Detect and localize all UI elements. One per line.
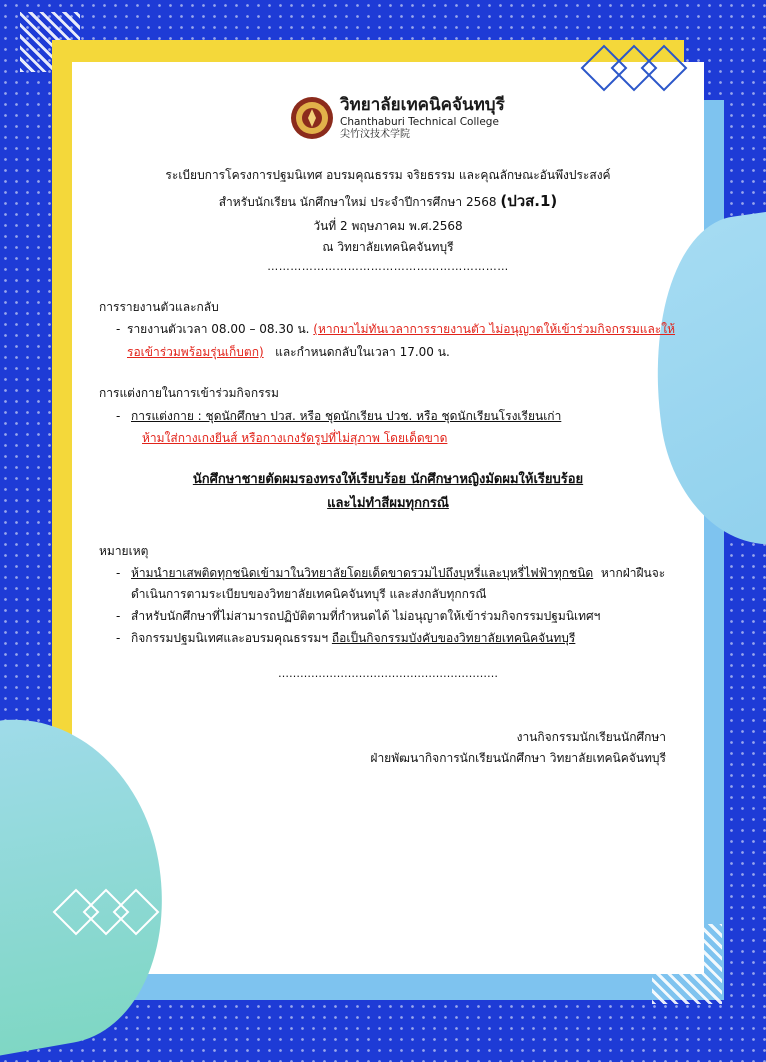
college-name-thai: วิทยาลัยเทคนิคจันทบุรี: [340, 95, 505, 115]
note-3-text: กิจกรรมปฐมนิเทศและอบรมคุณธรรมฯ: [131, 631, 332, 645]
stripe-decoration-bottom: [652, 924, 722, 1004]
divider-line: ………………………………………………………: [267, 260, 509, 273]
dress-dash: -: [116, 409, 121, 423]
hair-rule: นักศึกษาชายตัดผมรองทรงให้เรียบร้อย นักศึกษาหญิงมัดผมให้เรียบร้อย: [192, 472, 584, 487]
signature-department: งานกิจกรรมนักเรียนนักศึกษา: [516, 730, 666, 744]
diamond-decoration-bottom: [52, 886, 162, 938]
title-line: ระเบียบการโครงการปฐมนิเทศ อบรมคุณธรรม จริยธรรม และคุณลักษณะอันพึงประสงค์: [165, 168, 611, 182]
title-subline-text: สำหรับนักเรียน นักศึกษาใหม่ ประจำปีการศึกษา 2568: [218, 195, 501, 209]
college-name-english: Chanthaburi Technical College: [340, 116, 499, 128]
dress-prohibition: ห้ามใส่กางเกงยีนส์ หรือกางเกงรัดรูปที่ไม่สุภาพ โดยเด็ดขาด: [142, 431, 448, 445]
late-warning: (หากมาไม่ทันเวลาการรายงานตัว ไม่อนุญาตให้เข้าร่วมกิจกรรมและให้: [313, 322, 676, 336]
note-1-continued: ดำเนินการตามระเบียบของวิทยาลัยเทคนิคจันทบุรี และส่งกลับทุกกรณี: [131, 587, 487, 601]
college-emblem-icon: [290, 96, 334, 140]
dress-heading: การแต่งกายในการเข้าร่วมกิจกรรม: [99, 386, 279, 400]
mandatory-activity-note: ถือเป็นกิจกรรมบังคับของวิทยาลัยเทคนิคจันทบุรี: [331, 631, 576, 645]
note-2: สำหรับนักศึกษาที่ไม่สามารถปฏิบัติตามที่กำหนดได้ ไม่อนุญาตให้เข้าร่วมกิจกรรมปฐมนิเทศฯ: [131, 609, 601, 623]
report-time-line: [127, 320, 675, 339]
report-time: รายงานตัวเวลา 08.00 – 08.30 น.: [127, 322, 310, 336]
college-name-chinese: 尖竹汶技术学院: [340, 129, 410, 140]
report-heading: การรายงานตัวและกลับ: [99, 300, 219, 314]
signature-division: ฝ่ายพัฒนากิจการนักเรียนนักศึกษา วิทยาลัยเทคนิคจันทบุรี: [370, 751, 666, 765]
note-2-dash: -: [116, 609, 121, 623]
note-3-dash: -: [116, 631, 121, 645]
late-warning-continued: รอเข้าร่วมพร้อมรุ่นเก็บตก): [127, 345, 264, 359]
report-dash: -: [116, 322, 121, 336]
drug-ban-rule: ห้ามนำยาเสพติดทุกชนิดเข้ามาในวิทยาลัยโดยเด็ดขาดรวมไปถึงบุหรี่และบุหรี่ไฟฟ้าทุกชนิด: [131, 566, 594, 580]
title-subline: [72, 190, 704, 213]
notes-heading: หมายเหตุ: [99, 544, 149, 558]
diamond-decoration-top: [580, 42, 690, 94]
event-date: วันที่ 2 พฤษภาคม พ.ศ.2568: [313, 219, 463, 233]
return-time: และกำหนดกลับในเวลา 17.00 น.: [275, 345, 450, 359]
report-time-line-2: [127, 343, 450, 362]
hair-rule-continued: และไม่ทำสีผมทุกกรณี: [327, 496, 449, 511]
note-1-dash: -: [116, 566, 121, 580]
notes-divider: ……………………………………………………: [278, 667, 498, 680]
note-3: [131, 629, 575, 648]
drug-ban-consequence: หากฝ่าฝืนจะ: [600, 566, 666, 580]
dress-rule: การแต่งกาย : ชุดนักศึกษา ปวส. หรือ ชุดนักเรียน ปวช. หรือ ชุดนักเรียนโรงเรียนเก่า: [131, 409, 562, 423]
level-label: (ปวส.1): [500, 192, 558, 210]
note-1: [131, 564, 665, 583]
event-place: ณ วิทยาลัยเทคนิคจันทบุรี: [322, 240, 454, 254]
